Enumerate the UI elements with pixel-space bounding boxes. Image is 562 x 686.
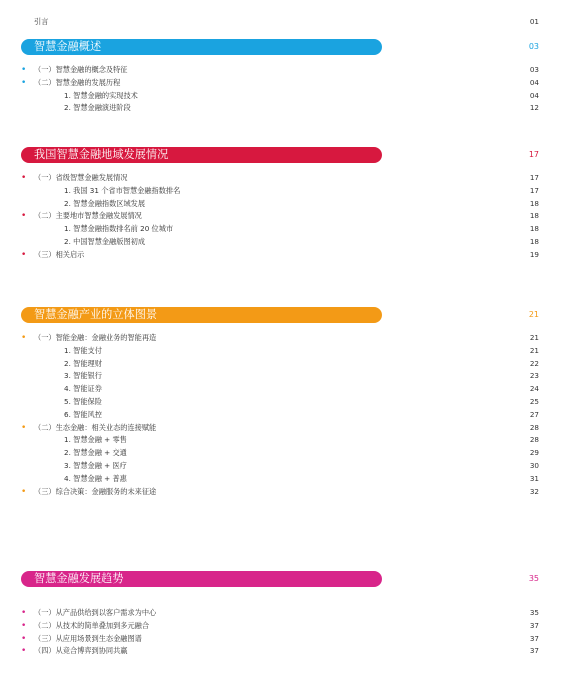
toc-section-entry[interactable] bbox=[0, 633, 562, 645]
entry-page-number: 21 bbox=[529, 345, 539, 355]
entry-page-number: 32 bbox=[529, 486, 539, 496]
entry-label: （二）智慧金融的发展历程 bbox=[34, 77, 121, 87]
toc-subsection-entry[interactable] bbox=[0, 396, 562, 408]
toc-section-entry[interactable] bbox=[0, 620, 562, 632]
entry-label: （二）生态金融：相关业态的连接赋能 bbox=[34, 422, 157, 432]
entry-label: 3. 智能银行 bbox=[64, 371, 102, 381]
toc-subsection-entry[interactable] bbox=[0, 236, 562, 248]
chapter-title-bar: 智慧金融产业的立体图景 bbox=[21, 307, 382, 323]
entry-page-number: 04 bbox=[529, 90, 539, 100]
entry-label: 4. 智能证券 bbox=[64, 384, 102, 394]
intro-entry[interactable] bbox=[0, 16, 562, 28]
toc-section-entry[interactable] bbox=[0, 422, 562, 434]
bullet-icon: • bbox=[21, 608, 27, 618]
entry-page-number: 25 bbox=[529, 397, 539, 406]
chapter-heading[interactable] bbox=[0, 39, 562, 55]
chapter-heading[interactable] bbox=[0, 307, 562, 323]
entry-label: 2. 智慧金融演进阶段 bbox=[64, 103, 131, 113]
entry-page-number: 31 bbox=[529, 473, 539, 483]
toc-subsection-entry[interactable] bbox=[0, 198, 562, 210]
toc-section-entry[interactable] bbox=[0, 210, 562, 222]
toc-subsection-entry[interactable] bbox=[0, 447, 562, 459]
entry-page-number: 37 bbox=[529, 620, 539, 630]
entry-page-number: 21 bbox=[529, 333, 539, 342]
entry-label: 4. 智慧金融 + 普惠 bbox=[64, 473, 127, 483]
entry-page-number: 35 bbox=[529, 608, 539, 617]
chapter-heading[interactable] bbox=[0, 147, 562, 163]
entry-label: （一）省级智慧金融发展情况 bbox=[34, 173, 128, 182]
chapter-page-number: 35 bbox=[528, 574, 539, 583]
entry-label: 2. 智慧金融指数区域发展 bbox=[64, 198, 146, 208]
entry-label: （四）从竞合博弈到协同共赢 bbox=[34, 646, 128, 656]
entry-label: 2. 智能理财 bbox=[64, 358, 102, 368]
entry-page-number: 23 bbox=[529, 371, 539, 381]
entry-label: 3. 智慧金融 + 医疗 bbox=[64, 461, 127, 470]
entry-label: （二）从技术的简单叠加到多元融合 bbox=[34, 620, 150, 630]
entry-label: （一）智慧金融的概念及特征 bbox=[34, 65, 128, 74]
toc-subsection-entry[interactable] bbox=[0, 473, 562, 485]
entry-page-number: 18 bbox=[529, 211, 539, 221]
intro-label: 引言 bbox=[34, 17, 49, 26]
entry-page-number: 37 bbox=[529, 633, 539, 643]
entry-page-number: 04 bbox=[529, 77, 539, 87]
toc-section-entry[interactable] bbox=[0, 486, 562, 498]
entry-label: 1. 智能支付 bbox=[64, 345, 102, 355]
toc-section-entry[interactable] bbox=[0, 77, 562, 89]
toc-subsection-entry[interactable] bbox=[0, 370, 562, 382]
bullet-icon: • bbox=[21, 633, 27, 644]
chapter-page-number: 17 bbox=[528, 150, 539, 159]
entry-page-number: 22 bbox=[529, 358, 539, 368]
toc-subsection-entry[interactable] bbox=[0, 409, 562, 421]
entry-label: 1. 我国 31 个省市智慧金融指数排名 bbox=[64, 185, 181, 195]
entry-page-number: 19 bbox=[529, 249, 539, 259]
chapter-heading[interactable] bbox=[0, 571, 562, 587]
entry-page-number: 27 bbox=[529, 409, 539, 419]
entry-page-number: 37 bbox=[529, 646, 539, 656]
entry-label: （三）从应用场景到生态金融图谱 bbox=[34, 633, 142, 643]
entry-page-number: 17 bbox=[529, 185, 539, 195]
entry-label: 1. 智慧金融指数排名前 20 位城市 bbox=[64, 224, 174, 234]
entry-label: （一）从产品供给到以客户需求为中心 bbox=[34, 608, 157, 617]
toc-subsection-entry[interactable] bbox=[0, 434, 562, 446]
entry-page-number: 12 bbox=[529, 103, 539, 113]
toc-section-entry[interactable] bbox=[0, 249, 562, 261]
bullet-icon: • bbox=[21, 77, 27, 88]
chapter-page-number: 21 bbox=[528, 310, 539, 319]
entry-label: 1. 智慧金融的实现技术 bbox=[64, 90, 138, 100]
bullet-icon: • bbox=[21, 333, 27, 343]
bullet-icon: • bbox=[21, 486, 27, 497]
bullet-icon: • bbox=[21, 211, 27, 222]
toc-subsection-entry[interactable] bbox=[0, 383, 562, 395]
entry-page-number: 18 bbox=[529, 198, 539, 208]
toc-section-entry[interactable] bbox=[0, 332, 562, 344]
entry-page-number: 24 bbox=[529, 384, 539, 394]
toc-subsection-entry[interactable] bbox=[0, 102, 562, 114]
intro-page-number: 01 bbox=[529, 17, 539, 26]
entry-label: 6. 智能风控 bbox=[64, 409, 102, 419]
bullet-icon: • bbox=[21, 646, 27, 657]
entry-page-number: 18 bbox=[529, 224, 539, 234]
chapter-title-bar: 我国智慧金融地域发展情况 bbox=[21, 147, 382, 163]
entry-label: 2. 智慧金融 + 交通 bbox=[64, 448, 127, 458]
chapter-page-number: 03 bbox=[528, 42, 539, 51]
entry-label: 1. 智慧金融 + 零售 bbox=[64, 435, 127, 445]
entry-label: 2. 中国智慧金融版图初成 bbox=[64, 237, 146, 246]
toc-section-entry[interactable] bbox=[0, 607, 562, 619]
bullet-icon: • bbox=[21, 422, 27, 433]
entry-label: （一）智能金融：金融业务的智能再造 bbox=[34, 333, 157, 342]
toc-subsection-entry[interactable] bbox=[0, 223, 562, 235]
bullet-icon: • bbox=[21, 249, 27, 260]
entry-page-number: 03 bbox=[529, 65, 539, 74]
chapter-title-bar: 智慧金融概述 bbox=[21, 39, 382, 55]
bullet-icon: • bbox=[21, 65, 27, 75]
toc-section-entry[interactable] bbox=[0, 64, 562, 76]
entry-label: （三）相关启示 bbox=[34, 249, 85, 259]
entry-page-number: 30 bbox=[529, 461, 539, 470]
toc-subsection-entry[interactable] bbox=[0, 345, 562, 357]
entry-page-number: 18 bbox=[529, 237, 539, 246]
toc-subsection-entry[interactable] bbox=[0, 358, 562, 370]
entry-label: （三）综合决策：金融服务的未来征途 bbox=[34, 486, 157, 496]
toc-subsection-entry[interactable] bbox=[0, 185, 562, 197]
toc-section-entry[interactable] bbox=[0, 172, 562, 184]
entry-page-number: 17 bbox=[529, 173, 539, 182]
bullet-icon: • bbox=[21, 620, 27, 631]
entry-label: 5. 智能保险 bbox=[64, 397, 102, 406]
toc-subsection-entry[interactable] bbox=[0, 460, 562, 472]
chapter-title-bar: 智慧金融发展趋势 bbox=[21, 571, 382, 587]
entry-page-number: 28 bbox=[529, 422, 539, 432]
toc-subsection-entry[interactable] bbox=[0, 90, 562, 102]
entry-page-number: 29 bbox=[529, 448, 539, 458]
entry-page-number: 28 bbox=[529, 435, 539, 445]
entry-label: （二）主要地市智慧金融发展情况 bbox=[34, 211, 142, 221]
bullet-icon: • bbox=[21, 173, 27, 183]
toc-section-entry[interactable] bbox=[0, 645, 562, 657]
